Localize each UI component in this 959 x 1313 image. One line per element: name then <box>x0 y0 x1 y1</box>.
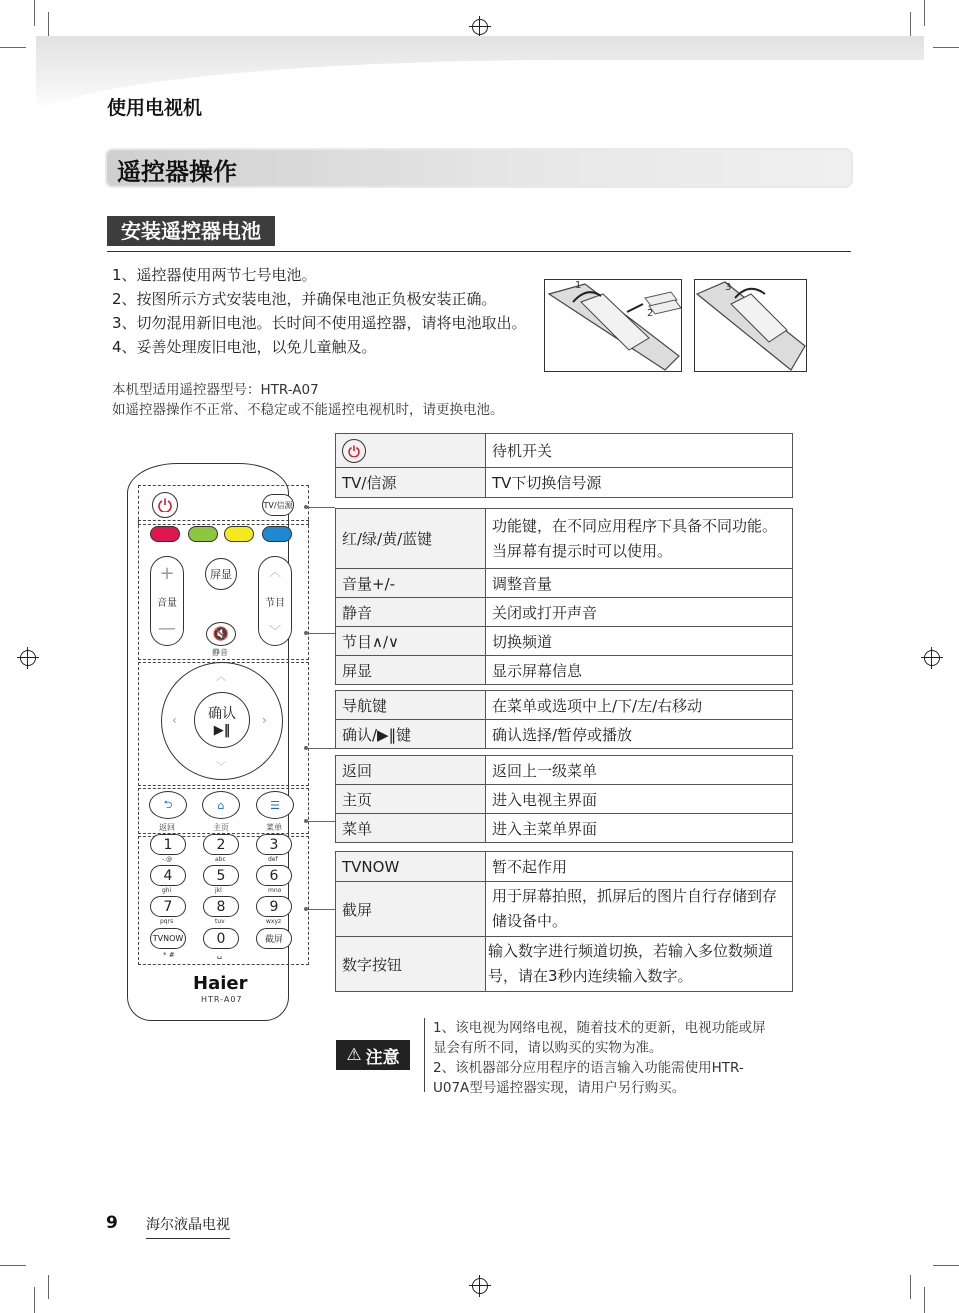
table-desc-cell: 功能键，在不同应用程序下具备不同功能。当屏幕有提示时可以使用。 <box>486 509 793 569</box>
tvnow-button[interactable] <box>150 928 186 949</box>
minus-icon: — <box>158 618 176 639</box>
figure-label-1: 1 <box>575 280 582 291</box>
key-9-label: 9 <box>269 898 279 915</box>
table-row <box>336 691 793 720</box>
notice-label: 注意 <box>365 1047 400 1068</box>
table-row <box>336 814 793 843</box>
key-6[interactable] <box>256 865 292 886</box>
figure-label-3: 3 <box>725 282 732 293</box>
home-button[interactable] <box>202 791 240 819</box>
table-desc-cell: 用于屏幕拍照，抓屏后的图片自行存储到存储设备中。 <box>486 882 793 937</box>
table-group-navigation <box>335 690 793 749</box>
table-desc-cell: 显示屏幕信息 <box>486 656 793 685</box>
key-8-letters: tuv <box>215 918 225 925</box>
table-desc-cell: 返回上一级菜单 <box>486 756 793 785</box>
power-icon <box>342 439 366 463</box>
crop-mark <box>933 47 959 48</box>
key-8[interactable] <box>203 896 239 917</box>
page-number: 9 <box>106 1213 118 1233</box>
confirm-button[interactable] <box>194 692 250 748</box>
table-row <box>336 468 793 498</box>
key-2-label: 2 <box>216 836 226 853</box>
table-group-power <box>335 433 793 498</box>
table-row <box>336 785 793 814</box>
chapter-title: 使用电视机 <box>107 97 203 119</box>
key-4[interactable] <box>150 865 186 886</box>
table-key-cell: 静音 <box>336 598 486 627</box>
mute-icon: 🔇 <box>212 626 230 642</box>
nav-left-icon[interactable]: ‹ <box>172 713 177 727</box>
nav-up-icon[interactable]: ︿ <box>216 672 226 683</box>
battery-figure-1 <box>544 279 682 372</box>
table-row <box>336 598 793 627</box>
table-desc-cell: 进入主菜单界面 <box>486 814 793 843</box>
key-2[interactable] <box>203 834 239 855</box>
key-4-letters: ghi <box>162 887 172 894</box>
crop-mark <box>933 1265 959 1266</box>
table-key-cell <box>336 434 486 468</box>
table-row <box>336 937 793 992</box>
step-1: 1、遥控器使用两节七号电池。 <box>112 266 317 284</box>
key-3-label: 3 <box>269 836 279 853</box>
notice-divider <box>424 1018 425 1092</box>
model-label: HTR-A07 <box>201 995 243 1004</box>
home-label: 主页 <box>213 823 229 832</box>
table-key-cell: 节目∧/∨ <box>336 627 486 656</box>
table-row <box>336 434 793 468</box>
plus-icon: + <box>159 563 175 584</box>
table-desc-cell: 暂不起作用 <box>486 852 793 882</box>
leader-dot <box>304 819 308 823</box>
volume-label: 音量 <box>157 597 177 609</box>
table-row <box>336 882 793 937</box>
key-0[interactable] <box>203 928 239 949</box>
key-7[interactable] <box>150 896 186 917</box>
registration-mark-icon <box>924 650 940 666</box>
tvnow-label: TVNOW <box>152 934 184 943</box>
leader-dot <box>304 907 308 911</box>
figure-label-2: 2 <box>647 308 654 319</box>
key-5-letters: jkl <box>215 887 222 894</box>
program-rocker[interactable] <box>258 556 292 646</box>
crop-mark <box>910 12 911 36</box>
display-label: 屏显 <box>210 568 232 581</box>
crop-mark <box>34 1287 35 1313</box>
leader-line <box>307 633 335 634</box>
battery-figure-2 <box>694 279 807 372</box>
key-3-letters: def <box>268 856 278 863</box>
table-row <box>336 852 793 882</box>
crop-mark <box>34 0 35 26</box>
screenshot-label: 截屏 <box>264 935 283 945</box>
table-key-cell: 主页 <box>336 785 486 814</box>
yellow-button[interactable] <box>224 526 254 542</box>
warning-icon: ⚠ <box>346 1045 362 1065</box>
table-desc-cell: 调整音量 <box>486 569 793 598</box>
table-row <box>336 656 793 685</box>
brand-logo: Haier <box>193 973 248 994</box>
green-button[interactable] <box>188 526 218 542</box>
chevron-up-icon: ︿ <box>268 565 281 579</box>
model-note-line1: 本机型适用遥控器型号：HTR-A07 <box>112 382 319 398</box>
table-desc-cell: 在菜单或选项中上/下/左/右移动 <box>486 691 793 720</box>
key-4-label: 4 <box>163 867 173 884</box>
table-group-numeric <box>335 851 793 992</box>
space-icon: ␣ <box>217 950 223 959</box>
leader-line <box>307 821 335 822</box>
leader-line <box>307 909 335 910</box>
leader-line <box>307 748 335 749</box>
star-hash-label: * # <box>163 951 175 959</box>
menu-button[interactable] <box>256 791 294 819</box>
home-icon: ⌂ <box>217 798 225 812</box>
key-9-letters: wxyz <box>266 918 282 925</box>
table-row <box>336 720 793 749</box>
model-note-line2: 如遥控器操作不正常、不稳定或不能遥控电视机时，请更换电池。 <box>112 402 504 418</box>
tv-source-label: TV/信源 <box>263 500 293 510</box>
key-5[interactable] <box>203 865 239 886</box>
key-0-label: 0 <box>216 930 226 947</box>
key-1-label: 1 <box>163 836 173 853</box>
table-desc-cell: 待机开关 <box>486 434 793 468</box>
remote-cover-illustration <box>695 280 806 371</box>
section-title: 遥控器操作 <box>117 158 237 186</box>
leader-line <box>307 507 335 508</box>
table-key-cell: 屏显 <box>336 656 486 685</box>
power-icon <box>158 498 172 512</box>
key-1-letters: -.@ <box>162 856 173 863</box>
remote-back-illustration <box>545 280 681 371</box>
program-label: 节目 <box>265 597 285 609</box>
key-5-label: 5 <box>216 867 226 884</box>
menu-icon: ☰ <box>270 798 280 812</box>
table-key-cell: 返回 <box>336 756 486 785</box>
section-title-bar <box>105 148 853 188</box>
notice-line-2: 显会有所不同，请以购买的实物为准。 <box>433 1040 663 1056</box>
play-pause-icon: ▶‖ <box>213 722 231 738</box>
leader-dot <box>304 505 308 509</box>
back-button[interactable] <box>149 791 187 819</box>
step-4: 4、妥善处理废旧电池，以免儿童触及。 <box>112 338 377 356</box>
power-button[interactable] <box>152 492 178 518</box>
key-6-label: 6 <box>269 867 279 884</box>
table-row <box>336 509 793 569</box>
table-key-cell: 导航键 <box>336 691 486 720</box>
display-button[interactable] <box>205 558 237 590</box>
registration-mark-icon <box>472 19 488 35</box>
mute-button[interactable] <box>206 622 236 646</box>
key-7-letters: pqrs <box>160 918 174 925</box>
footer-product: 海尔液晶电视 <box>146 1214 230 1239</box>
table-desc-cell: 切换频道 <box>486 627 793 656</box>
mute-label: 静音 <box>212 648 228 657</box>
table-row <box>336 569 793 598</box>
key-1[interactable] <box>150 834 186 855</box>
step-2: 2、按图所示方式安装电池，并确保电池正负极安装正确。 <box>112 290 497 308</box>
notice-line-3: 2、该机器部分应用程序的语言输入功能需使用HTR- <box>433 1060 744 1076</box>
table-desc-cell: 进入电视主界面 <box>486 785 793 814</box>
table-group-function <box>335 508 793 685</box>
table-desc-cell: 关闭或打开声音 <box>486 598 793 627</box>
subsection-title: 安装遥控器电池 <box>107 216 275 246</box>
key-6-letters: mno <box>268 887 282 894</box>
table-desc-cell: 确认选择/暂停或播放 <box>486 720 793 749</box>
screenshot-button[interactable] <box>256 928 292 949</box>
registration-mark-icon <box>472 1278 488 1294</box>
menu-label: 菜单 <box>266 823 282 832</box>
nav-right-icon[interactable]: › <box>262 713 267 727</box>
crop-mark <box>48 12 49 36</box>
key-8-label: 8 <box>216 898 226 915</box>
crop-mark <box>924 1287 925 1313</box>
key-2-letters: abc <box>215 856 226 863</box>
blue-button[interactable] <box>262 526 292 542</box>
notice-line-1: 1、该电视为网络电视，随着技术的更新，电视功能或屏 <box>433 1020 766 1036</box>
table-key-cell: 确认/▶‖键 <box>336 720 486 749</box>
notice-line-4: U07A型号遥控器实现，请用户另行购买。 <box>433 1080 686 1096</box>
table-desc-cell: 输入数字进行频道切换，若输入多位数频道号，请在3秒内连续输入数字。 <box>486 937 793 992</box>
table-group-menu <box>335 755 793 843</box>
divider <box>107 251 851 252</box>
table-key-cell: TV/信源 <box>336 468 486 498</box>
leader-dot <box>304 746 308 750</box>
crop-mark <box>0 47 26 48</box>
crop-mark <box>0 1265 26 1266</box>
crop-mark <box>910 1275 911 1299</box>
volume-rocker[interactable] <box>150 556 184 646</box>
table-row <box>336 627 793 656</box>
table-key-cell: 数字按钮 <box>336 937 486 992</box>
table-key-cell: 音量+/- <box>336 569 486 598</box>
back-label: 返回 <box>159 823 175 832</box>
tv-source-button[interactable] <box>262 494 294 516</box>
confirm-label: 确认 <box>208 705 236 722</box>
table-key-cell: 菜单 <box>336 814 486 843</box>
crop-mark <box>48 1275 49 1299</box>
table-desc-cell: TV下切换信号源 <box>486 468 793 498</box>
table-key-cell: 红/绿/黄/蓝键 <box>336 509 486 569</box>
table-key-cell: 截屏 <box>336 882 486 937</box>
crop-mark <box>924 0 925 26</box>
key-3[interactable] <box>256 834 292 855</box>
chevron-down-icon: ﹀ <box>268 624 281 638</box>
step-3: 3、切勿混用新旧电池。长时间不使用遥控器，请将电池取出。 <box>112 314 527 332</box>
nav-down-icon[interactable]: ﹀ <box>216 762 226 773</box>
notice-badge <box>336 1040 410 1070</box>
back-icon: ⮌ <box>163 797 173 811</box>
table-row <box>336 756 793 785</box>
registration-mark-icon <box>20 650 36 666</box>
red-button[interactable] <box>150 526 180 542</box>
table-key-cell: TVNOW <box>336 852 486 882</box>
leader-dot <box>304 631 308 635</box>
key-9[interactable] <box>256 896 292 917</box>
key-7-label: 7 <box>163 898 173 915</box>
